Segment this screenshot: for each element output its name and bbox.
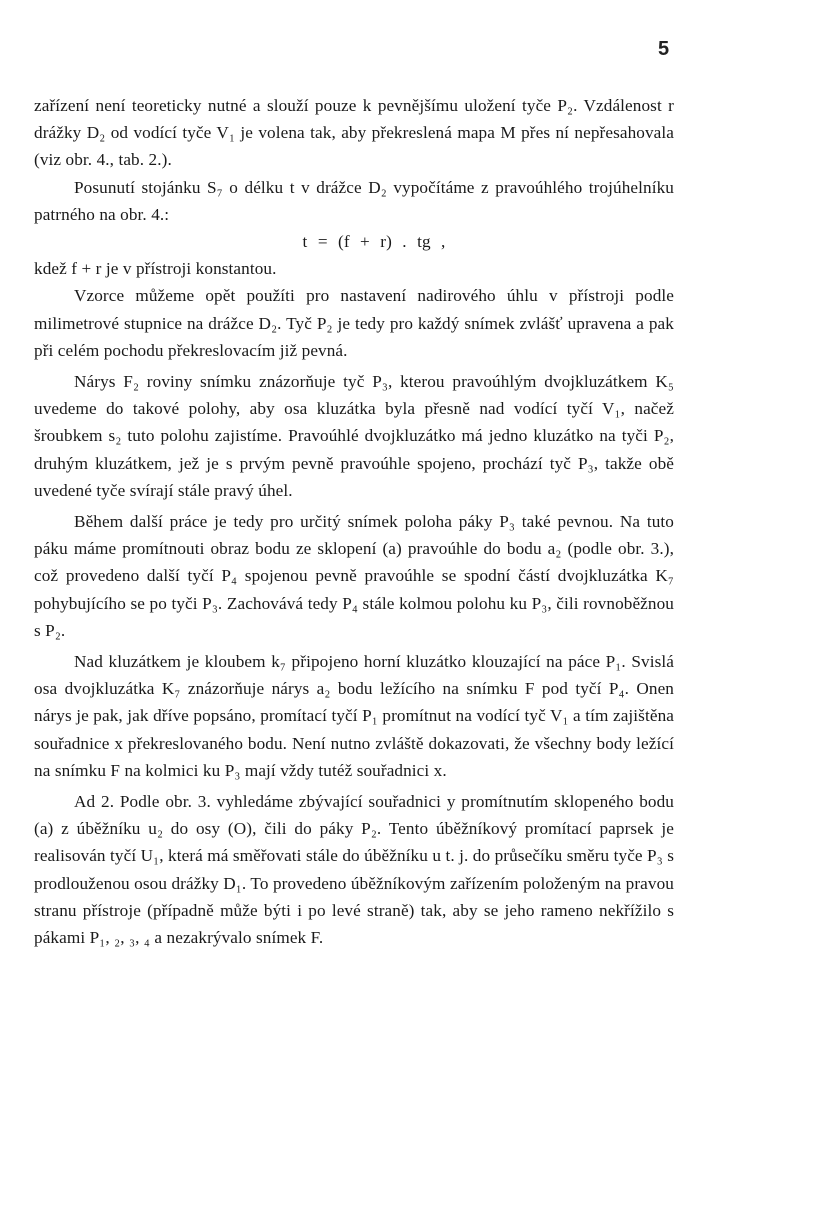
paragraph-7: Nad kluzátkem je kloubem k₇ připojeno horní kluzátko klouzající na páce P₁. Svislá osa dvojkluzátka K₇ znázorňuje nárys a₂ bodu ležícího na snímku F pod tyčí P₄. Onen nárys je pak, jak dříve popsáno, promítací tyčí P₁ promítnut na vodící tyč V₁ a tím zajištěna souřadnice x překreslovaného bodu. Není nutno zvláště dokazovati, že všechny body ležící na snímku F na kolmici ku P₃ mají vždy tutéž souřadnici x. <box>34 652 674 780</box>
formula-text: t = (f + r) . tg , <box>302 232 446 252</box>
paragraph-8: Ad 2. Podle obr. 3. vyhledáme zbývající souřadnici y promítnutím sklopeného bodu (a) z úběžníku u₂ do osy (O), čili do páky P₂. Tento úběžníkový promítací paprsek je realisován tyčí U₁, která má směřovati stále do úběžníku u t. j. do průsečíku směru tyče P₃ s prodlouženou osou drážky D₁. To provedeno úběžníkovým zařízením položeným na pravou stranu přístroje (případně může býti i po levé straně) tak, aby se jeho rameno nekřížilo s pákami P₁, ₂, ₃, ₄ a nezakrývalo snímek F. <box>34 792 674 948</box>
body-text <box>34 92 674 951</box>
page-number: 5 <box>658 38 670 60</box>
paragraph-6: Během další práce je tedy pro určitý snímek poloha páky P₃ také pevnou. Na tuto páku máme promítnouti obraz bodu ze sklopení (a) pravoúhle do bodu a₂ (podle obr. 3.), což provedeno další tyčí P₄ spojenou pevně pravoúhle se spodní částí dvojkluzátka K₇ pohybujícího se po tyči P₃. Zachovává tedy P₄ stále kolmou polohu ku P₃, čili rovnoběžnou s P₂. <box>34 512 674 640</box>
paragraph-3: kdež f + r je v přístroji konstantou. <box>34 259 277 279</box>
paragraph-4: Vzorce můžeme opět použíti pro nastavení nadirového úhlu v přístroji podle milimetrové stupnice na drážce D₂. Tyč P₂ je tedy pro každý snímek zvlášť upravena a pak při celém pochodu překreslovacím již pevná. <box>34 286 674 360</box>
paragraph-2: Posunutí stojánku S₇ o délku t v drážce D₂ vypočítáme z pravoúhlého trojúhelníku patrného na obr. 4.: <box>34 177 674 224</box>
paragraph-1: zařízení není teoreticky nutné a slouží pouze k pevnějšímu uložení tyče P₂. Vzdálenost r drážky D₂ od vodící tyče V₁ je volena tak, aby překreslená mapa M přes ní nepřesahovala (viz obr. 4., tab. 2.). <box>34 96 674 170</box>
paragraph-5: Nárys F₂ roviny snímku znázorňuje tyč P₃, kterou pravoúhlým dvojkluzátkem K₅ uvedeme do takové polohy, aby osa kluzátka byla přesně nad vodící tyčí V₁, načež šroubkem s₂ tuto polohu zajistíme. Pravoúhlé dvojkluzátko má jedno kluzátko na tyči P₂, druhým kluzátkem, jež je s prvým pevně pravoúhle spojeno, prochází tyč P₃, takže obě uvedené tyče svírají stále pravý úhel. <box>34 372 674 500</box>
formula <box>34 228 674 255</box>
